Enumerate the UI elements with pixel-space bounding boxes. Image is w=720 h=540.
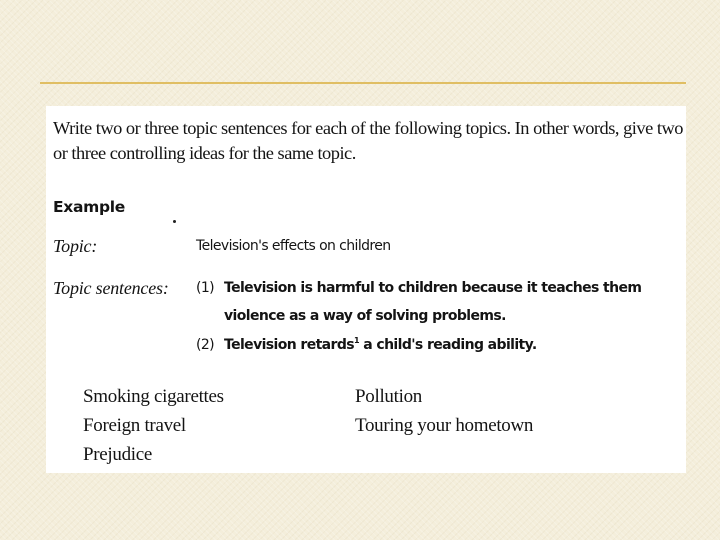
topics-list-right (355, 382, 533, 440)
topic-item: Foreign travel (83, 415, 186, 436)
topic-value: Television's effects on children (196, 238, 391, 254)
topic-item: Touring your hometown (355, 415, 534, 436)
sentence-2-text-after: a child's reading ability. (358, 337, 537, 353)
topic-item: Pollution (355, 386, 422, 407)
instruction-text: Write two or three topic sentences for each of the following topics. In other words, give two or three controlling ideas for the same topic. (53, 118, 683, 163)
sentence-number-1: (1) (196, 280, 215, 296)
slide-divider-line (40, 82, 686, 84)
topic-sentence-1-continuation (224, 308, 506, 324)
sentence-1-line-2: violence as a way of solving problems. (224, 308, 506, 324)
sentence-1-line-1: Television is harmful to children because it teaches them (224, 280, 642, 296)
example-heading: Example (53, 198, 126, 216)
footnote-marker: 1 (354, 336, 359, 345)
sentence-2-text-before: Television retards (224, 337, 354, 353)
topic-item: Prejudice (83, 444, 153, 465)
stray-dot (173, 220, 176, 223)
topic-sentence-1 (196, 280, 641, 296)
sentence-number-2: (2) (196, 337, 215, 353)
topic-label: Topic: (53, 236, 98, 256)
topic-sentences-label: Topic sentences: (53, 278, 169, 298)
topics-list-left (83, 382, 224, 469)
topic-sentence-2 (196, 336, 537, 353)
exercise-panel (46, 106, 686, 473)
topic-item: Smoking cigarettes (83, 386, 224, 407)
